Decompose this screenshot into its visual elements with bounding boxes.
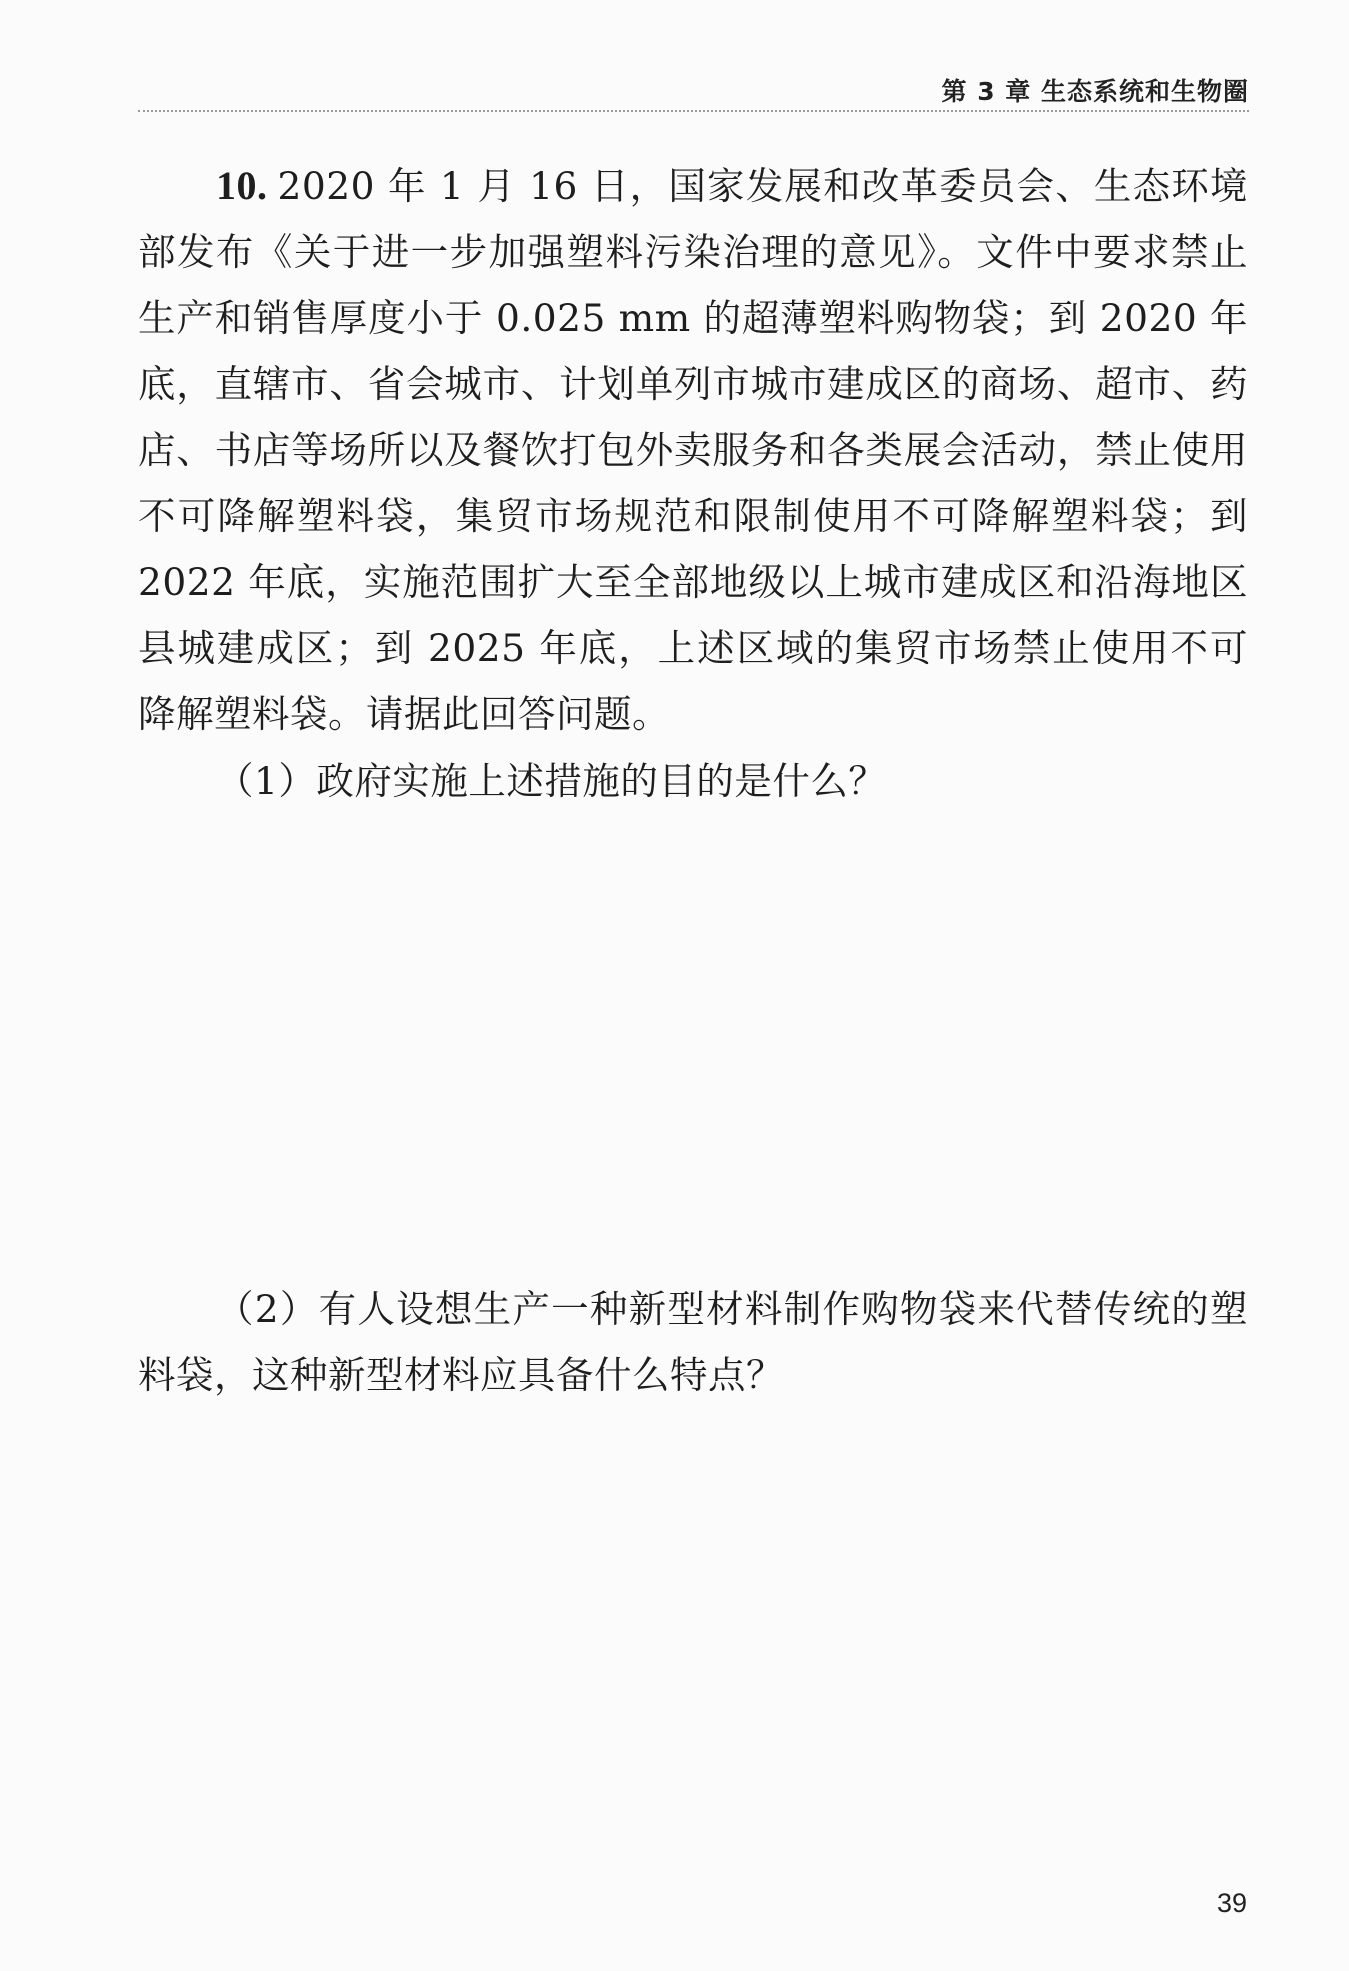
- page-number: 39: [1216, 1888, 1247, 1918]
- answer-space-2: [138, 1420, 1248, 1900]
- question-10: [138, 153, 1248, 747]
- sub-question-1: （1）政府实施上述措施的目的是什么？: [216, 759, 887, 803]
- question-number: 10.: [216, 163, 268, 208]
- answer-space-1: [138, 820, 1248, 1260]
- question-text: 2020 年 1 月 16 日，国家发展和改革委员会、生态环境部发布《关于进一步加强塑料污染治理的意见》。文件中要求禁止生产和销售厚度小于 0.025 mm 的超薄塑料购物袋；到 2020 年底，直辖市、省会城市、计划单列市城市建成区的商场、超市、药店、书店等场所以及餐饮打包外卖服务和各类展会活动，禁止使用不可降解塑料袋，集贸市场规范和限制使用不可降解塑料袋；到 2022 年底，实施范围扩大至全部地级以上城市建成区和沿海地区县城建成区；到 2025 年底，上述区域的集贸市场禁止使用不可降解塑料袋。请据此回答问题。: [138, 164, 1248, 736]
- running-header: [138, 70, 1249, 112]
- chapter-title: 第 3 章 生态系统和生物圈: [941, 77, 1249, 106]
- sub-question-2: （2）有人设想生产一种新型材料制作购物袋来代替传统的塑料袋，这种新型材料应具备什么特点？: [138, 1287, 1248, 1397]
